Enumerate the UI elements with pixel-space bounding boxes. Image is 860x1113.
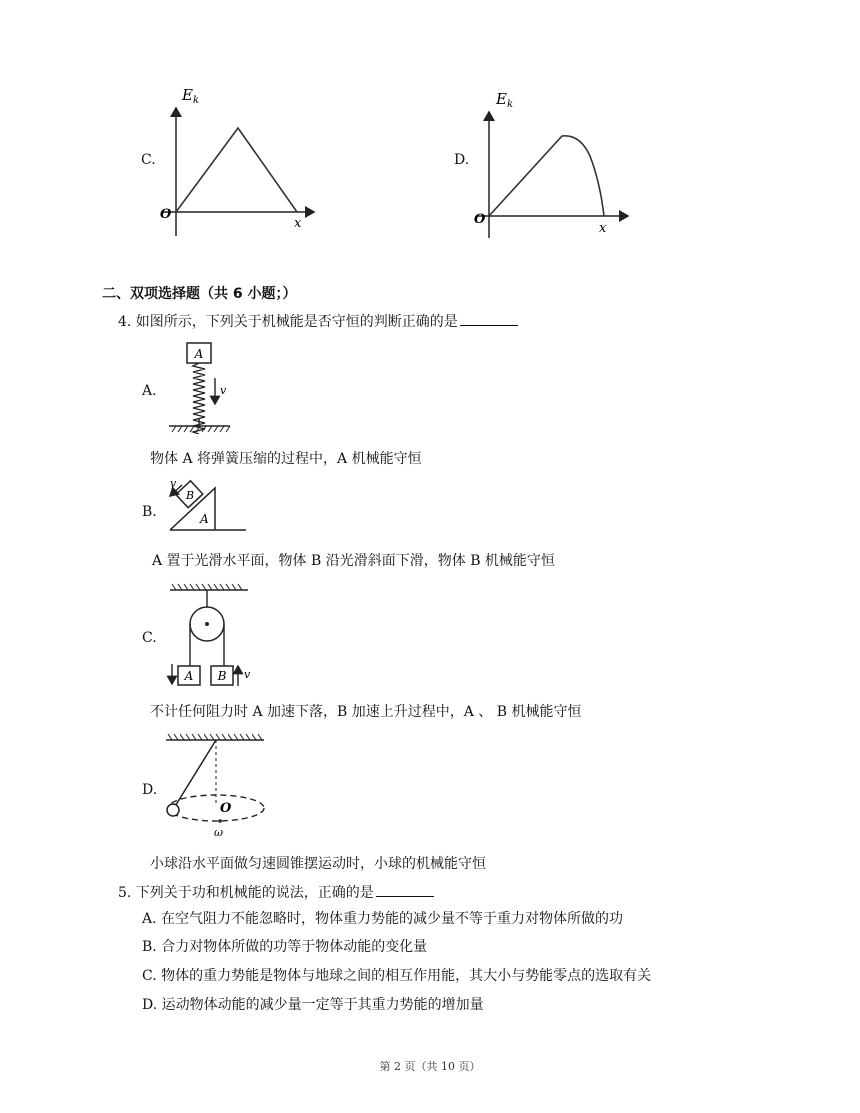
omega-label: ω	[214, 826, 223, 838]
velocity-label: v	[244, 668, 251, 681]
center-label: O	[220, 801, 232, 816]
q4-fig-b-incline	[160, 478, 250, 534]
y-axis-label: $E_k$	[182, 86, 200, 106]
q4-option-c-letter: C.	[142, 630, 157, 646]
block-a-label: A	[184, 669, 194, 683]
origin-label: O	[160, 207, 172, 222]
block-b-label: B	[217, 669, 227, 683]
y-axis-label: $E_k$	[496, 90, 514, 110]
q4-stem: 4. 如图所示，下列关于机械能是否守恒的判断正确的是	[118, 313, 518, 331]
q4-fig-c-pulley	[164, 582, 264, 690]
q5-option-a: A. 在空气阻力不能忽略时，物体重力势能的减少量不等于重力对物体所做的功	[142, 911, 624, 927]
wedge-label: A	[200, 512, 209, 526]
q5-option-c: C. 物体的重力势能是物体与地球之间的相互作用能，其大小与势能零点的选取有关	[142, 968, 652, 984]
graph-c-ek-vs-x	[158, 80, 320, 240]
x-axis-label: x	[294, 216, 302, 231]
q4-option-c-caption: 不计任何阻力时 A 加速下落，B 加速上升过程中，A 、 B 机械能守恒	[150, 704, 582, 720]
q4-option-b-caption: A 置于光滑水平面，物体 B 沿光滑斜面下滑，物体 B 机械能守恒	[152, 553, 555, 569]
q4-option-d-letter: D.	[142, 782, 158, 798]
string	[174, 740, 216, 808]
answer-blank	[376, 884, 434, 897]
velocity-label: v	[170, 478, 177, 490]
answer-blank	[460, 313, 518, 326]
block-a-label: A	[194, 347, 204, 361]
q4-option-a-letter: A.	[142, 383, 157, 399]
q5-stem: 5. 下列关于功和机械能的说法，正确的是	[118, 884, 434, 902]
orbit	[168, 795, 264, 821]
q5-option-d: D. 运动物体动能的减少量一定等于其重力势能的增加量	[142, 997, 484, 1013]
option-d-letter: D.	[454, 152, 470, 168]
velocity-label: v	[220, 384, 227, 397]
x-axis-label: x	[599, 221, 607, 236]
section-heading: 二、双项选择题（共 6 小题；）	[102, 286, 297, 302]
q4-fig-a-spring	[164, 340, 244, 434]
ek-curve	[176, 128, 297, 212]
q4-fig-d-conical-pendulum	[158, 730, 270, 838]
origin-label: O	[474, 212, 486, 227]
graph-d-ek-vs-x	[472, 86, 634, 241]
q4-option-d-caption: 小球沿水平面做匀速圆锥摆运动时，小球的机械能守恒	[150, 856, 486, 872]
q5-option-b: B. 合力对物体所做的功等于物体动能的变化量	[142, 939, 428, 955]
ek-curve	[489, 136, 604, 216]
option-c-letter: C.	[141, 152, 156, 168]
q4-option-b-letter: B.	[142, 504, 157, 520]
block-b-label: B	[185, 489, 195, 502]
q4-option-a-caption: 物体 A 将弹簧压缩的过程中，A 机械能守恒	[150, 451, 422, 467]
page-footer: 第 2 页（共 10 页）	[379, 1060, 481, 1073]
ball	[167, 804, 179, 816]
